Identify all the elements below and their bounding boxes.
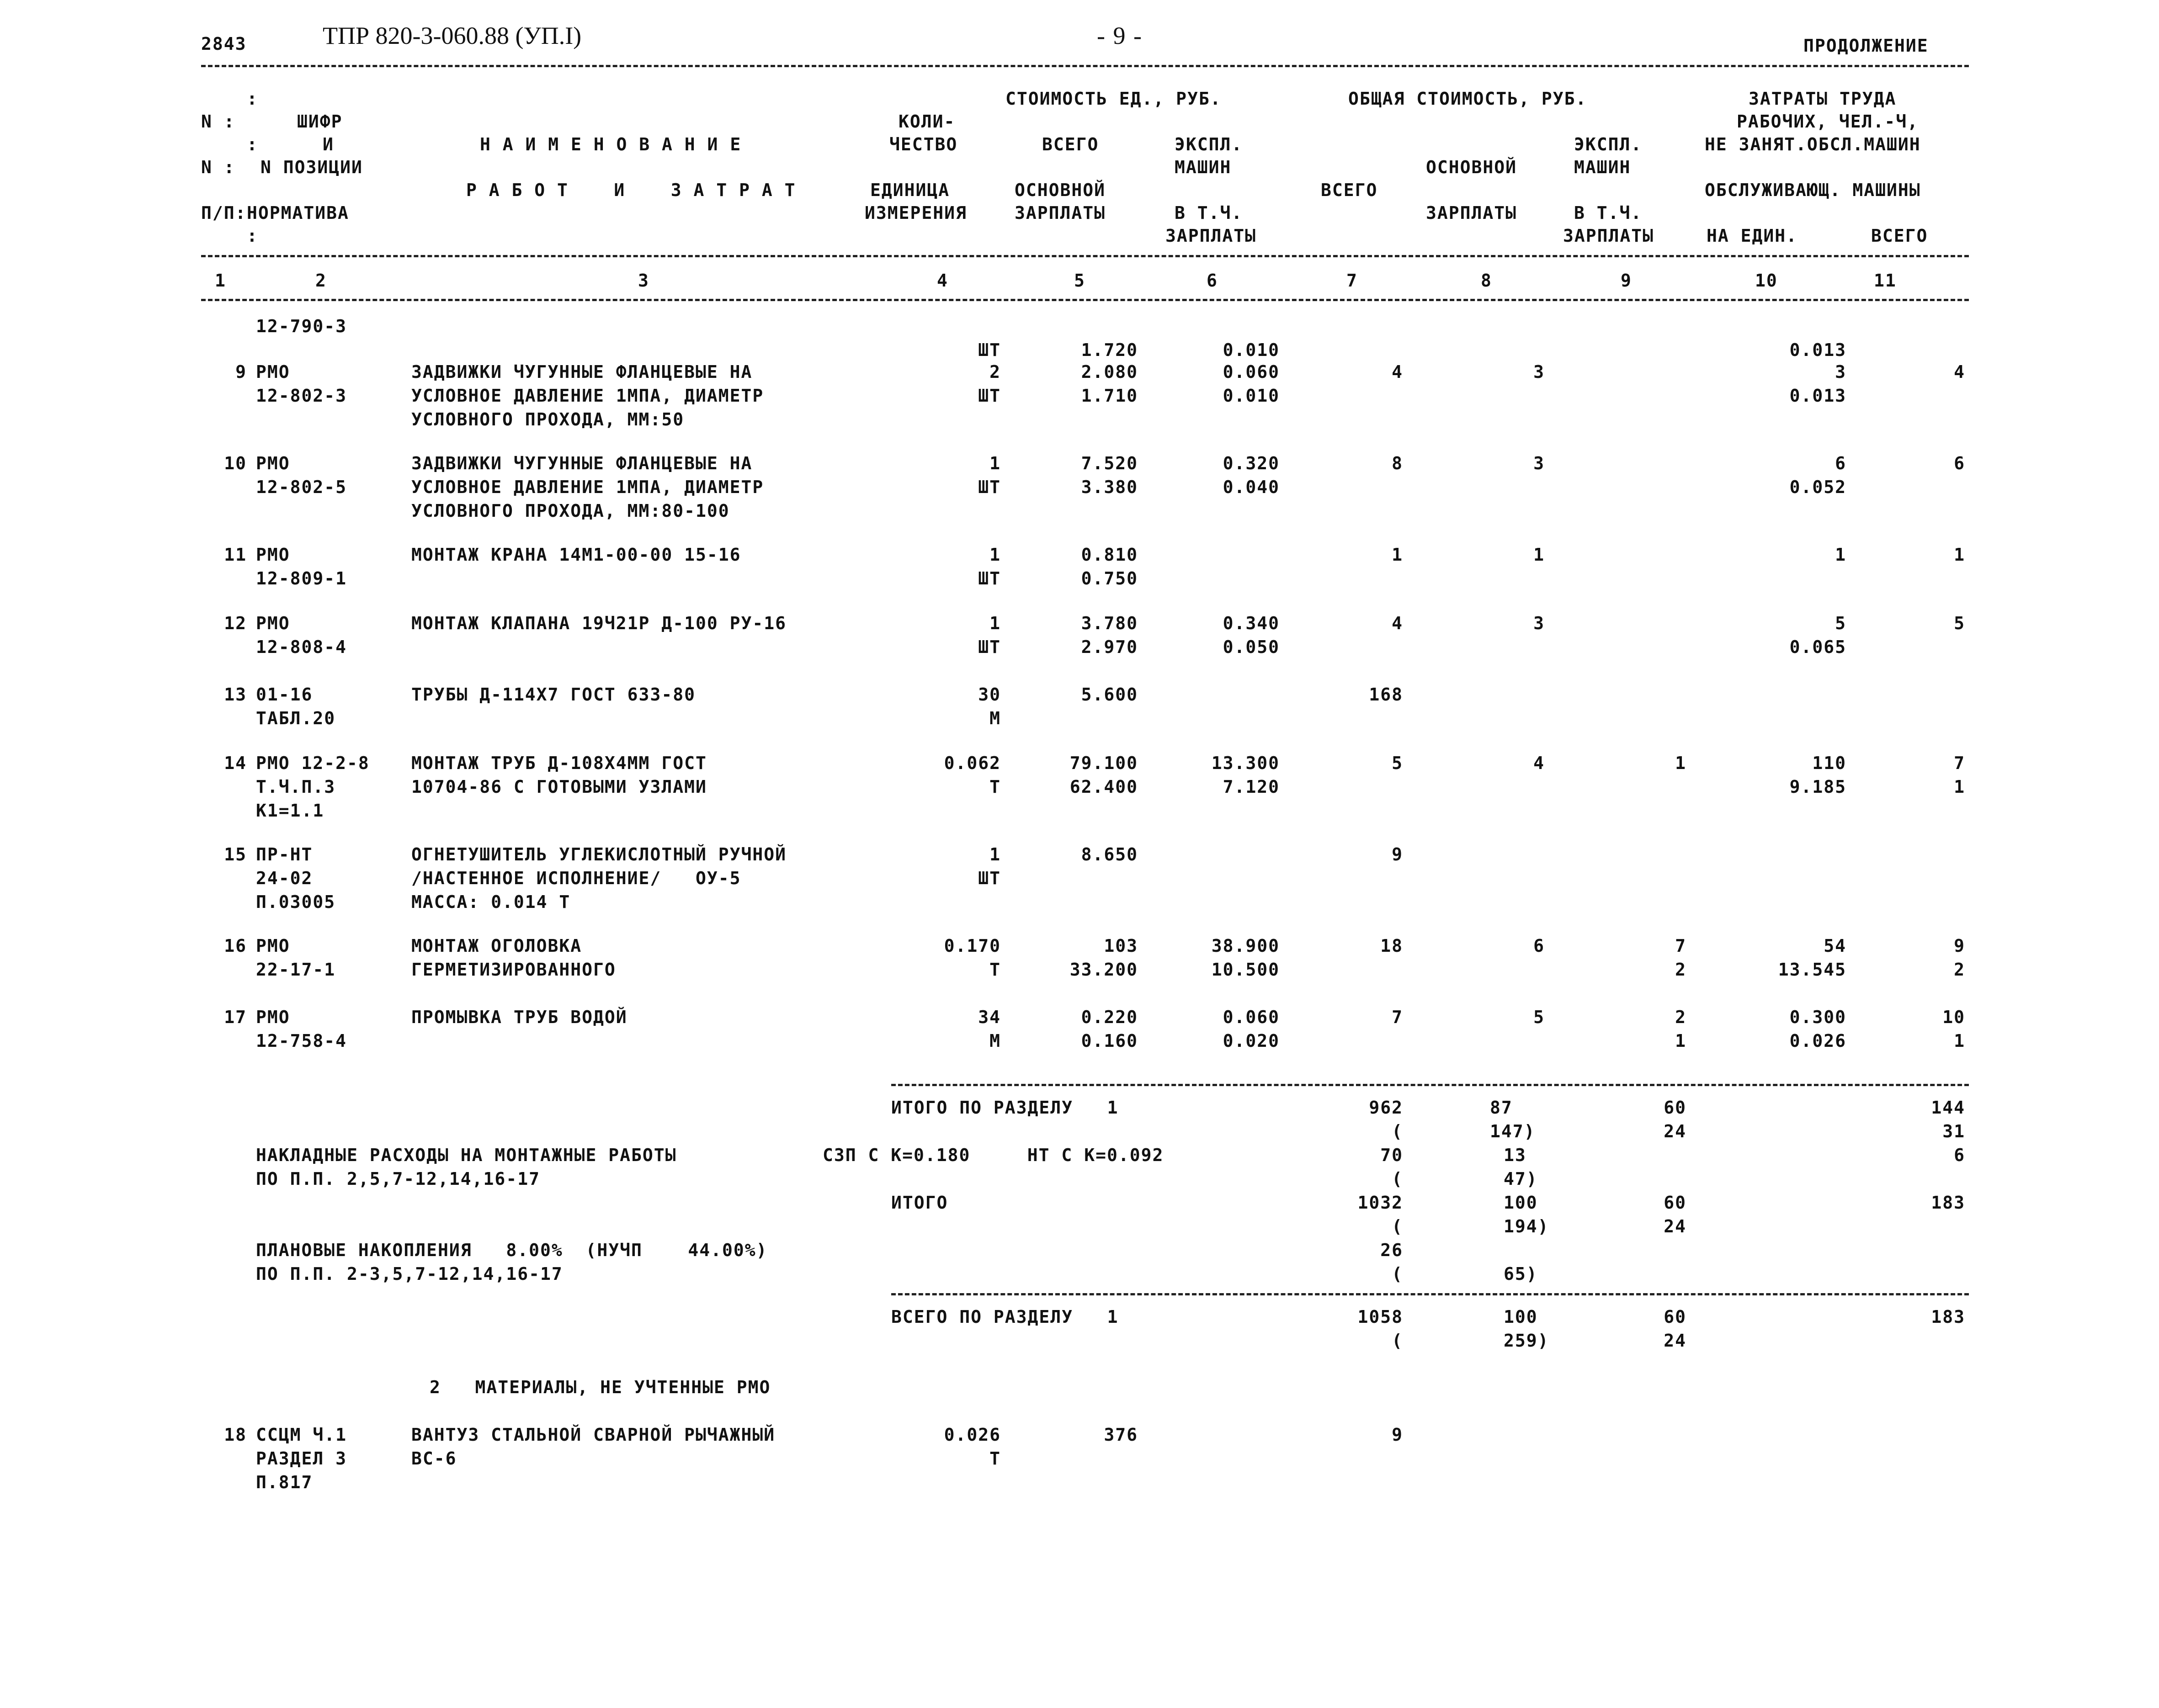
cell-c9: 7 [1675,936,1686,956]
cell-code: К1=1.1 [256,801,324,821]
cell-c7: 168 [1369,684,1403,705]
cell-no: 16 [224,936,247,956]
header-c8-2: ЗАРПЛАТЫ [1426,203,1517,223]
row-18-name-2: ВС-6 [411,1448,457,1469]
header-c6-3: В Т.Ч. [1175,203,1243,223]
cell-qty: 2 [989,362,1001,382]
header-total-cost: ОБЩАЯ СТОИМОСТЬ, РУБ. [1348,89,1587,109]
cell-c9: 2 [1675,1007,1686,1027]
header-c9-2: МАШИН [1574,157,1631,177]
cell-no: 9 [235,362,247,382]
header-c5-1: ВСЕГО [1042,134,1099,154]
cell-c7: 7 [1392,1007,1403,1027]
header-name-2: Р А Б О Т И З А Т Р А Т [466,180,796,200]
overhead-label-1: НАКЛАДНЫЕ РАСХОДЫ НА МОНТАЖНЫЕ РАБОТЫ [256,1145,677,1165]
cell-c10: 0.026 [1789,1031,1846,1051]
document-code: 2843 [201,34,247,54]
colnum-10: 10 [1755,271,1778,291]
row-18-c7: 9 [1392,1425,1403,1445]
header-labor-4: ОБСЛУЖИВАЮЩ. МАШИНЫ [1705,180,1921,200]
cell-c5: 2.970 [1081,637,1138,657]
cell-c7: 4 [1392,362,1403,382]
cell-c11: 1 [1954,777,1965,797]
header-cost-unit: СТОИМОСТЬ ЕД., РУБ. [1005,89,1222,109]
header-code-1: ШИФР [297,111,343,132]
cell-qty: Т [989,960,1001,980]
cell-c8: 1 [1533,545,1545,565]
cell-c6: 0.040 [1223,477,1280,497]
cell-no: 17 [224,1007,247,1027]
cell-name: ЗАДВИЖКИ ЧУГУННЫЕ ФЛАНЦЕВЫЕ НА [411,362,753,382]
colnum-2: 2 [315,271,327,291]
overhead-c7-2: ( [1392,1169,1403,1189]
header-code-3: N ПОЗИЦИИ [261,157,363,177]
cell-code: 12-790-3 [256,316,347,336]
itogo-c9-2: 24 [1664,1216,1686,1236]
header-qty-3: ЕДИНИЦА [870,180,950,200]
header-name-1: Н А И М Е Н О В А Н И Е [480,134,742,154]
cell-c10: 54 [1824,936,1846,956]
header-c10: НА ЕДИН. [1707,226,1798,246]
cell-c5: 62.400 [1069,777,1138,797]
cell-qty: 1 [989,844,1001,865]
cell-c8: 3 [1533,613,1545,633]
cell-c5: 0.160 [1081,1031,1138,1051]
cell-c5: 0.810 [1081,545,1138,565]
overhead-c8-1: 13 [1504,1145,1526,1165]
cell-code: 12-802-5 [256,477,347,497]
header-c9-1: ЭКСПЛ. [1574,134,1643,154]
cell-code: РМО [256,362,290,382]
itogo-section-c9-1: 60 [1664,1098,1686,1118]
overhead-c7-1: 70 [1380,1145,1403,1165]
itogo-section-c11-1: 144 [1931,1098,1965,1118]
overhead-label-2: ПО П.П. 2,5,7-12,14,16-17 [256,1169,540,1189]
cell-c6: 0.320 [1223,453,1280,473]
cell-c11: 4 [1954,362,1965,382]
cell-c10: 0.013 [1789,340,1846,360]
cell-name: МОНТАЖ КЛАПАНА 19Ч21Р Д-100 РУ-16 [411,613,787,633]
cell-name: УСЛОВНОЕ ДАВЛЕНИЕ 1МПА, ДИАМЕТР [411,386,764,406]
cell-code: П.03005 [256,892,336,912]
cell-c10: 110 [1812,753,1846,773]
itogo-c7-2: ( [1392,1216,1403,1236]
cell-code: 12-802-3 [256,386,347,406]
table-row [0,451,2159,543]
summary-top-rule [891,1084,1969,1086]
cell-c5: 33.200 [1069,960,1138,980]
vsego-c7-1: 1058 [1357,1307,1403,1327]
vsego-c7-2: ( [1392,1331,1403,1351]
cell-code: РМО [256,936,290,956]
cell-c6: 0.010 [1223,386,1280,406]
cell-c11: 6 [1954,453,1965,473]
header-c9-3: В Т.Ч. [1574,203,1643,223]
cell-c10: 0.013 [1789,386,1846,406]
planned-c7-2: ( [1392,1264,1403,1284]
cell-c5: 79.100 [1069,753,1138,773]
cell-c11: 1 [1954,545,1965,565]
cell-no: 11 [224,545,247,565]
cell-name: /НАСТЕННОЕ ИСПОЛНЕНИЕ/ ОУ-5 [411,868,741,888]
cell-name: ТРУБЫ Д-114Х7 ГОСТ 633-80 [411,684,696,705]
cell-name: ПРОМЫВКА ТРУБ ВОДОЙ [411,1007,627,1027]
header-c7: ВСЕГО [1321,180,1378,200]
cell-c6: 10.500 [1211,960,1280,980]
itogo-c11-1: 183 [1931,1193,1965,1213]
row-18-number: 18 [224,1425,247,1445]
header-col-code-colon-3: : [247,226,258,246]
planned-c8-2: 65) [1504,1264,1538,1284]
colnum-1: 1 [215,271,226,291]
colnum-4: 4 [937,271,948,291]
cell-code: 22-17-1 [256,960,336,980]
header-col-number: N : [201,111,235,132]
overhead-c8-2: 47) [1504,1169,1538,1189]
vsego-top-rule [891,1293,1969,1295]
header-col-number-2: N : [201,157,235,177]
header-col-code-colon: : [247,89,258,109]
planned-label-2: ПО П.П. 2-3,5,7-12,14,16-17 [256,1264,563,1284]
section-2-title: 2 МАТЕРИАЛЫ, НЕ УЧТЕННЫЕ РМО [430,1377,771,1397]
colnum-5: 5 [1074,271,1085,291]
cell-c5: 0.220 [1081,1007,1138,1027]
header-col-number-3: П/П: [201,203,247,223]
cell-c7: 5 [1392,753,1403,773]
table-row [0,360,2159,451]
row-18-c5: 376 [1104,1425,1138,1445]
itogo-c8-2: 194) [1504,1216,1549,1236]
cell-qty: 30 [978,684,1001,705]
cell-no: 15 [224,844,247,865]
cell-qty: 1 [989,613,1001,633]
cell-code: 12-808-4 [256,637,347,657]
cell-c5: 5.600 [1081,684,1138,705]
cell-c10: 3 [1835,362,1846,382]
cell-no: 12 [224,613,247,633]
cell-no: 14 [224,753,247,773]
cell-code: 12-809-1 [256,568,347,589]
cell-qty: 1 [989,545,1001,565]
itogo-section-c9-2: 24 [1664,1121,1686,1141]
header-qty-1: КОЛИ- [899,111,956,132]
cell-c5: 2.080 [1081,362,1138,382]
table-row [0,751,2159,843]
cell-c7: 9 [1392,844,1403,865]
cell-name: ОГНЕТУШИТЕЛЬ УГЛЕКИСЛОТНЫЙ РУЧНОЙ [411,844,787,865]
document-title: ТПР 820-3-060.88 (УП.I) [323,22,582,49]
cell-name: УСЛОВНОГО ПРОХОДА, ММ:50 [411,409,685,430]
itogo-label: ИТОГО [891,1193,948,1213]
cell-code: 12-758-4 [256,1031,347,1051]
itogo-c9-1: 60 [1664,1193,1686,1213]
cell-name: УСЛОВНОГО ПРОХОДА, ММ:80-100 [411,501,730,521]
colnum-9: 9 [1621,271,1632,291]
cell-c10: 13.545 [1778,960,1846,980]
cell-c7: 4 [1392,613,1403,633]
cell-name: ГЕРМЕТИЗИРОВАННОГО [411,960,616,980]
cell-name: МОНТАЖ ТРУБ Д-108Х4ММ ГОСТ [411,753,707,773]
cell-c8: 3 [1533,362,1545,382]
cell-qty: Т [989,777,1001,797]
row-18 [0,1423,2159,1496]
cell-c10: 9.185 [1789,777,1846,797]
cell-name: МОНТАЖ КРАНА 14М1-00-00 15-16 [411,545,741,565]
cell-c7: 8 [1392,453,1403,473]
row-18-code-1: ССЦМ Ч.1 [256,1425,347,1445]
header-col-code-colon-2: : [247,134,258,154]
vsego-c9-2: 24 [1664,1331,1686,1351]
header-qty-4: ИЗМЕРЕНИЯ [865,203,967,223]
cell-c9: 1 [1675,753,1686,773]
cell-code: 24-02 [256,868,313,888]
row-18-unit: Т [989,1448,1001,1469]
itogo-section-c7-2: ( [1392,1121,1403,1141]
header-c6-2: МАШИН [1175,157,1232,177]
page-number: - 9 - [1097,22,1143,49]
header-code-4: НОРМАТИВА [247,203,349,223]
header-c11: ВСЕГО [1871,226,1928,246]
cell-code: РМО [256,545,290,565]
header-c5-3: ЗАРПЛАТЫ [1015,203,1106,223]
planned-c7-1: 26 [1380,1240,1403,1260]
cell-c5: 103 [1104,936,1138,956]
itogo-c7-1: 1032 [1357,1193,1403,1213]
cell-name: ЗАДВИЖКИ ЧУГУННЫЕ ФЛАНЦЕВЫЕ НА [411,453,753,473]
cell-c8: 6 [1533,936,1545,956]
cell-c5: 7.520 [1081,453,1138,473]
cell-c5: 1.710 [1081,386,1138,406]
itogo-section-label: ИТОГО ПО РАЗДЕЛУ 1 [891,1098,1119,1118]
header-c9-4: ЗАРПЛАТЫ [1563,226,1654,246]
header-labor-3: НЕ ЗАНЯТ.ОБСЛ.МАШИН [1705,134,1921,154]
cell-code: РМО [256,613,290,633]
table-row [0,1005,2159,1097]
itogo-section-c7-1: 962 [1369,1098,1403,1118]
vsego-c8-1: 100 [1504,1307,1538,1327]
cell-qty: ШТ [978,868,1001,888]
cell-c8: 3 [1533,453,1545,473]
cell-c6: 0.050 [1223,637,1280,657]
cell-code: ТАБЛ.20 [256,708,336,728]
itogo-c8-1: 100 [1504,1193,1538,1213]
cell-c6: 38.900 [1211,936,1280,956]
continuation-label: ПРОДОЛЖЕНИЕ [1803,36,1929,56]
cell-no: 13 [224,684,247,705]
itogo-section-c8-2: 147) [1490,1121,1536,1141]
row-18-code-2: РАЗДЕЛ 3 [256,1448,347,1469]
vsego-label: ВСЕГО ПО РАЗДЕЛУ 1 [891,1307,1119,1327]
cell-code: РМО 12-2-8 [256,753,370,773]
cell-no: 10 [224,453,247,473]
planned-label-1: ПЛАНОВЫЕ НАКОПЛЕНИЯ 8.00% (НУЧП 44.00%) [256,1240,768,1260]
colnum-8: 8 [1481,271,1492,291]
cell-qty: ШТ [978,340,1001,360]
cell-code: Т.Ч.П.3 [256,777,336,797]
cell-qty: 0.062 [944,753,1001,773]
header-labor-1: ЗАТРАТЫ ТРУДА [1749,89,1897,109]
overhead-c11-1: 6 [1954,1145,1965,1165]
cell-c10: 1 [1835,545,1846,565]
cell-qty: М [989,1031,1001,1051]
overhead-coefficients: СЗП С К=0.180 НТ С К=0.092 [823,1145,1164,1165]
cell-c10: 5 [1835,613,1846,633]
cell-c11: 2 [1954,960,1965,980]
cell-c11: 9 [1954,936,1965,956]
cell-name: УСЛОВНОЕ ДАВЛЕНИЕ 1МПА, ДИАМЕТР [411,477,764,497]
cell-c9: 1 [1675,1031,1686,1051]
itogo-section-c8-1: 87 [1490,1098,1513,1118]
cell-name: МОНТАЖ ОГОЛОВКА [411,936,582,956]
vsego-c11-1: 183 [1931,1307,1965,1327]
table-row [0,843,2159,934]
cell-c7: 18 [1380,936,1403,956]
header-c6-1: ЭКСПЛ. [1175,134,1243,154]
cell-c6: 0.060 [1223,1007,1280,1027]
cell-c8: 4 [1533,753,1545,773]
cell-c7: 1 [1392,545,1403,565]
cell-qty: 0.170 [944,936,1001,956]
cell-c9: 2 [1675,960,1686,980]
cell-qty: 34 [978,1007,1001,1027]
cell-code: РМО [256,453,290,473]
header-qty-2: ЧЕСТВО [889,134,958,154]
cell-c6: 0.060 [1223,362,1280,382]
cell-c6: 0.340 [1223,613,1280,633]
cell-name: 10704-86 С ГОТОВЫМИ УЗЛАМИ [411,777,707,797]
cell-c10: 6 [1835,453,1846,473]
header-c5-2: ОСНОВНОЙ [1015,180,1106,200]
cell-c5: 8.650 [1081,844,1138,865]
cell-code: ПР-НТ [256,844,313,865]
cell-c11: 5 [1954,613,1965,633]
cell-c6: 0.020 [1223,1031,1280,1051]
cell-c10: 0.052 [1789,477,1846,497]
cell-c5: 3.780 [1081,613,1138,633]
header-labor-2: РАБОЧИХ, ЧЕЛ.-Ч, [1737,111,1919,132]
header-c6-4: ЗАРПЛАТЫ [1165,226,1257,246]
header-code-2: И [323,134,334,154]
cell-qty: ШТ [978,637,1001,657]
itogo-section-c11-2: 31 [1942,1121,1965,1141]
cell-c10: 0.065 [1789,637,1846,657]
vsego-c8-2: 259) [1504,1331,1549,1351]
row-18-qty: 0.026 [944,1425,1001,1445]
cell-c11: 1 [1954,1031,1965,1051]
colnum-7: 7 [1346,271,1358,291]
cell-c5: 0.750 [1081,568,1138,589]
colnum-6: 6 [1207,271,1218,291]
cell-qty: М [989,708,1001,728]
cell-qty: ШТ [978,568,1001,589]
header-c8-1: ОСНОВНОЙ [1426,157,1517,177]
cell-c8: 5 [1533,1007,1545,1027]
cell-code: РМО [256,1007,290,1027]
cell-qty: ШТ [978,386,1001,406]
cell-c11: 10 [1942,1007,1965,1027]
row-18-code-3: П.817 [256,1472,313,1492]
colnum-3: 3 [638,271,649,291]
colnum-11: 11 [1874,271,1897,291]
cell-qty: ШТ [978,477,1001,497]
cell-qty: 1 [989,453,1001,473]
cell-c6: 7.120 [1223,777,1280,797]
cell-c5: 1.720 [1081,340,1138,360]
cell-c11: 7 [1954,753,1965,773]
vsego-c9-1: 60 [1664,1307,1686,1327]
cell-c6: 0.010 [1223,340,1280,360]
cell-name: МАССА: 0.014 Т [411,892,571,912]
row-18-name-1: ВАНТУЗ СТАЛЬНОЙ СВАРНОЙ РЫЧАЖНЫЙ [411,1425,776,1445]
cell-c10: 0.300 [1789,1007,1846,1027]
cell-c6: 13.300 [1211,753,1280,773]
cell-code: 01-16 [256,684,313,705]
cell-c5: 3.380 [1081,477,1138,497]
